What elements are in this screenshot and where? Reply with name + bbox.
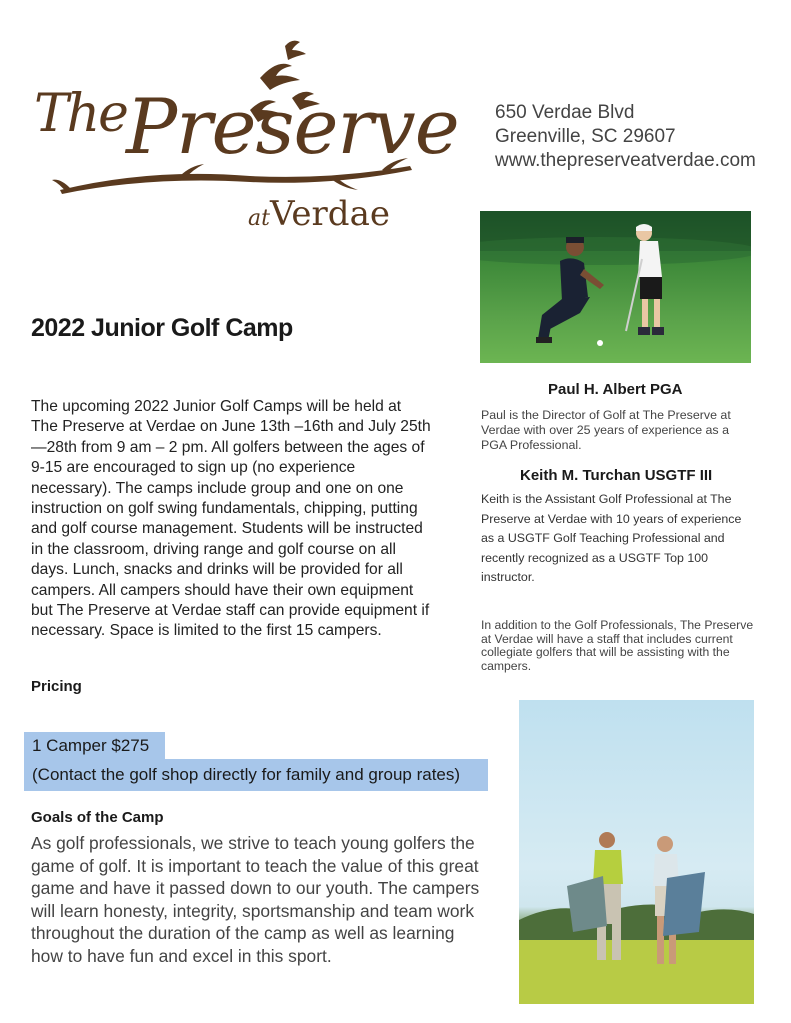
staff-note: In addition to the Golf Professionals, The Preserve at Verdae will have a staff that includes current collegiate golfers that will be assisting with the campers. (481, 618, 754, 673)
logo-preserve-text: Preserve (126, 82, 459, 171)
pricing-heading: Pricing (31, 678, 82, 695)
goals-paragraph: As golf professionals, we strive to teach young golfers the game of golf. It is important to teach the value of this great game and have it passed down to our youth. The campers will learn honesty, integrity, sportsmanship and team work throughout the duration of the camp as well as learning how to have fun and excel in this sport. (31, 833, 480, 966)
golfers-walking-image (519, 700, 754, 1004)
logo-the-text: The (34, 84, 127, 144)
single-camper-price: 1 Camper $275 (24, 732, 165, 760)
preserve-logo (30, 38, 459, 238)
city-state-zip: Greenville, SC 29607 (495, 126, 676, 147)
golf-lesson-image (480, 211, 751, 363)
pro-bio: Keith is the Assistant Golf Professional at The Preserve at Verdae with 10 years of experience as a USGTF Golf Teaching Professional and recently recognized as a USGTF Top 100 instructor. (481, 492, 742, 584)
contact-address (495, 101, 756, 173)
logo-verdae-text: Verdae (270, 194, 390, 234)
camp-intro-paragraph: The upcoming 2022 Junior Golf Camps will be held at The Preserve at Verdae on June 13th –16th and July 25th—28th from 9 am – 2 pm. All golfers between the ages of 9-15 are encouraged to sign up (no experience necessary). The camps include group and one on one instruction on golf swing fundamentals, chipping, putting and golf course management. Students will be instructed in the classroom, driving range and golf course on all days. Lunch, snacks and drinks will be provided for all campers. All campers should have their own equipment but The Preserve at Verdae staff can provide equipment if necessary. Space is limited to the first 15 campers. (31, 398, 431, 640)
instructor-photo (480, 211, 751, 363)
street-address: 650 Verdae Blvd (495, 102, 635, 123)
page-title: 2022 Junior Golf Camp (31, 314, 293, 342)
golfers-walking-photo (519, 700, 754, 1004)
pro-name: Keith M. Turchan USGTF III (520, 467, 713, 484)
pro-name: Paul H. Albert PGA (548, 381, 683, 398)
pro-bio: Paul is the Director of Golf at The Preserve at Verdae with over 25 years of experience as a PGA Professional. (481, 408, 731, 452)
logo-at-text: at (248, 206, 270, 231)
website-link[interactable]: www.thepreserveatverdae.com (495, 150, 756, 171)
goals-heading: Goals of the Camp (31, 809, 164, 826)
group-rate-note: (Contact the golf shop directly for family and group rates) (24, 759, 488, 791)
